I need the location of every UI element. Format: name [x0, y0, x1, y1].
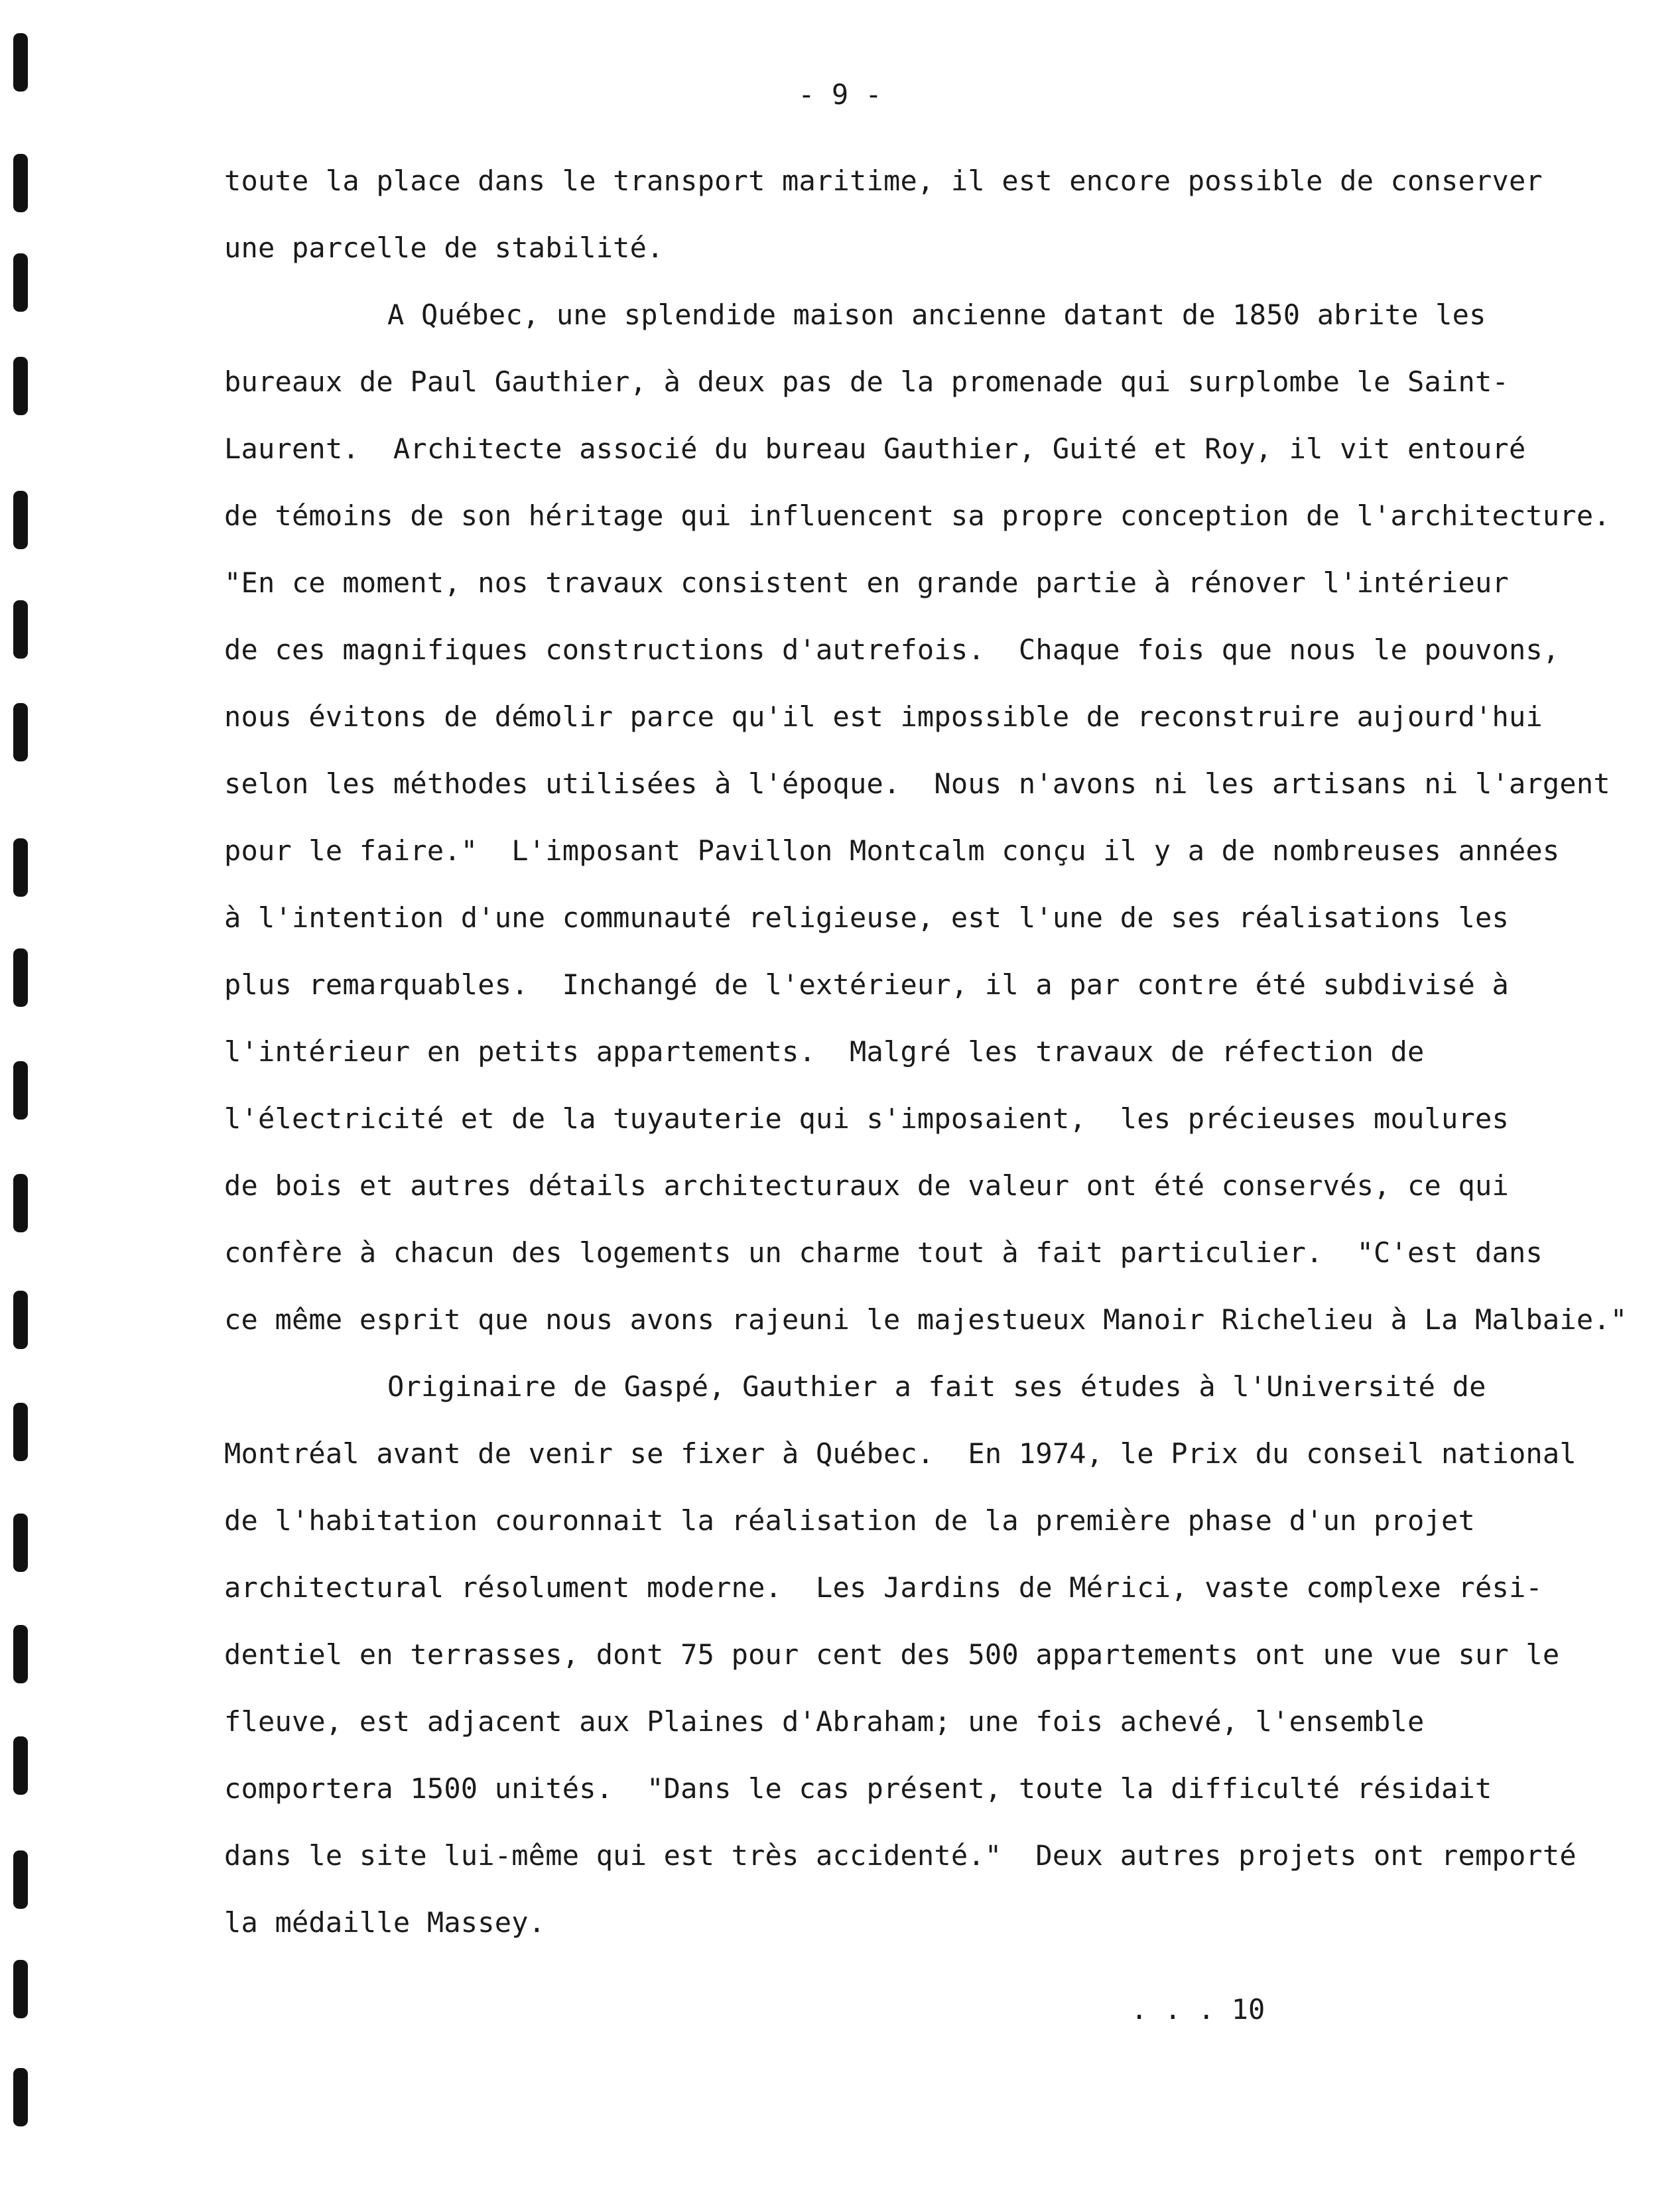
binding-hole [13, 253, 28, 312]
binding-hole [13, 1625, 28, 1683]
binding-holes [8, 0, 34, 2200]
binding-hole [13, 1736, 28, 1795]
binding-hole [13, 948, 28, 1007]
binding-hole [13, 357, 28, 415]
text-line: une parcelle de stabilité. [224, 231, 664, 264]
binding-hole [13, 2068, 28, 2126]
text-line: "En ce moment, nos travaux consistent en grande partie à rénover l'intérieur [224, 566, 1509, 599]
text-line: de témoins de son héritage qui influencent sa propre conception de l'architecture. [224, 499, 1610, 532]
binding-hole [13, 703, 28, 761]
binding-hole [13, 491, 28, 549]
binding-hole [13, 1174, 28, 1232]
binding-hole [13, 838, 28, 897]
paragraph-start-line: A Québec, une splendide maison ancienne datant de 1850 abrite les [387, 298, 1486, 331]
paragraph-start-line: Originaire de Gaspé, Gauthier a fait ses études à l'Université de [387, 1370, 1486, 1403]
binding-hole [13, 154, 28, 212]
text-line: architectural résolument moderne. Les Jardins de Mérici, vaste complexe rési- [224, 1571, 1543, 1604]
text-line: nous évitons de démolir parce qu'il est impossible de reconstruire aujourd'hui [224, 700, 1543, 733]
page-number: - 9 - [798, 78, 882, 111]
text-line: confère à chacun des logements un charme tout à fait particulier. "C'est dans [224, 1236, 1543, 1269]
binding-hole [13, 1403, 28, 1461]
binding-hole [13, 1291, 28, 1349]
text-line: Laurent. Architecte associé du bureau Gauthier, Guité et Roy, il vit entouré [224, 432, 1526, 465]
text-line: l'électricité et de la tuyauterie qui s'imposaient, les précieuses moulures [224, 1102, 1509, 1135]
binding-hole [13, 1061, 28, 1120]
binding-hole [13, 1514, 28, 1572]
text-line: à l'intention d'une communauté religieuse, est l'une de ses réalisations les [224, 901, 1509, 934]
binding-hole [13, 600, 28, 659]
text-line: comportera 1500 unités. "Dans le cas présent, toute la difficulté résidait [224, 1772, 1492, 1805]
text-line: bureaux de Paul Gauthier, à deux pas de la promenade qui surplombe le Saint- [224, 365, 1509, 398]
body-text [224, 147, 1628, 1956]
text-line: la médaille Massey. [224, 1906, 546, 1939]
text-line: de ces magnifiques constructions d'autrefois. Chaque fois que nous le pouvons, [224, 633, 1560, 666]
text-line: dans le site lui-même qui est très accidenté." Deux autres projets ont remporté [224, 1839, 1577, 1872]
continuation-marker: . . . 10 [1131, 1993, 1265, 2026]
text-line: fleuve, est adjacent aux Plaines d'Abraham; une fois achevé, l'ensemble [224, 1705, 1425, 1738]
text-line: l'intérieur en petits appartements. Malgré les travaux de réfection de [224, 1035, 1425, 1068]
text-line: de bois et autres détails architecturaux de valeur ont été conservés, ce qui [224, 1169, 1509, 1202]
text-line: ce même esprit que nous avons rajeuni le majestueux Manoir Richelieu à La Malbaie." [224, 1303, 1628, 1336]
text-line: plus remarquables. Inchangé de l'extérieur, il a par contre été subdivisé à [224, 968, 1509, 1001]
text-line: selon les méthodes utilisées à l'époque. Nous n'avons ni les artisans ni l'argent [224, 767, 1610, 800]
binding-hole [13, 1850, 28, 1909]
text-line: dentiel en terrasses, dont 75 pour cent des 500 appartements ont une vue sur le [224, 1638, 1560, 1671]
text-line: Montréal avant de venir se fixer à Québec. En 1974, le Prix du conseil national [224, 1437, 1577, 1470]
text-line: toute la place dans le transport maritime, il est encore possible de conserver [224, 164, 1543, 197]
text-line: pour le faire." L'imposant Pavillon Montcalm conçu il y a de nombreuses années [224, 834, 1560, 867]
text-line: de l'habitation couronnait la réalisation de la première phase d'un projet [224, 1504, 1475, 1537]
binding-hole [13, 1960, 28, 2018]
